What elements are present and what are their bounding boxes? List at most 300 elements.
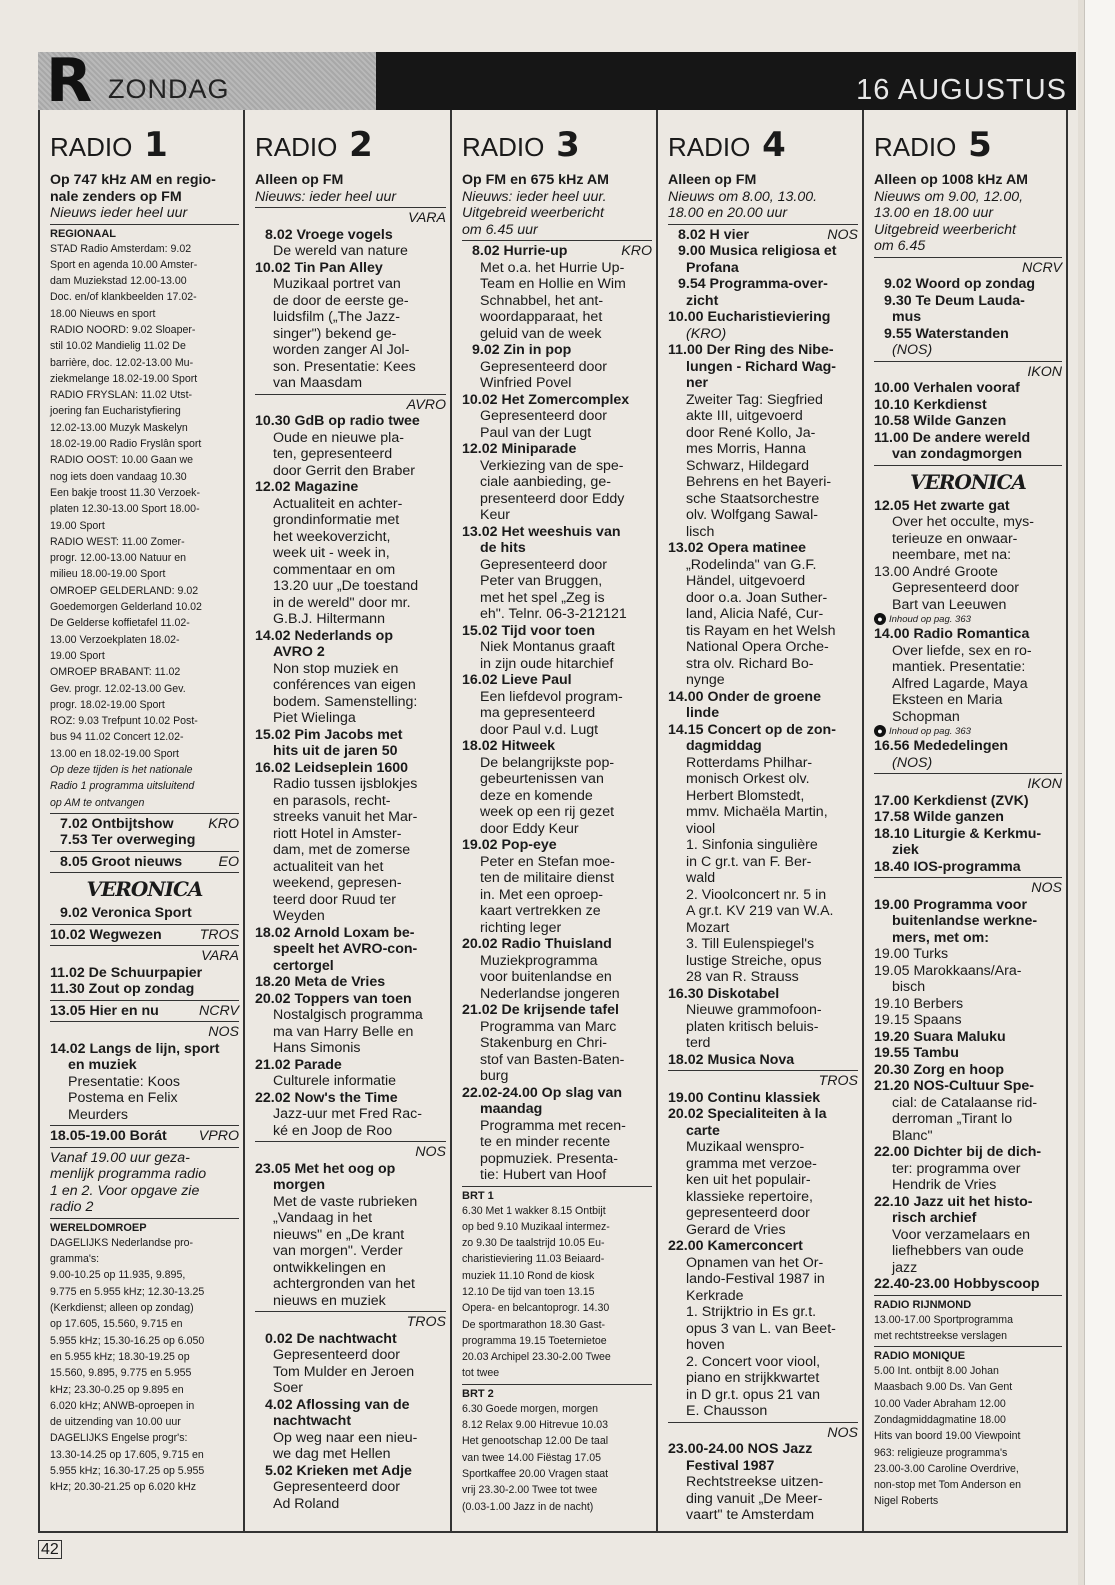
broadcaster: EO xyxy=(218,853,239,870)
listing-line: 2. Concert voor viool, xyxy=(686,1353,821,1370)
listing-line: Sportkaffee 20.00 Vragen staat xyxy=(462,1467,609,1480)
listing-line: 21.02 Parade xyxy=(255,1056,342,1073)
divider xyxy=(874,1295,1062,1296)
listing-line: Nostalgisch programma xyxy=(273,1007,423,1023)
listing-line: STAD Radio Amsterdam: 9.02 xyxy=(50,242,192,255)
station-number: 2 xyxy=(337,125,373,165)
listing-line: 1. Sinfonia singulière xyxy=(686,837,818,853)
divider xyxy=(50,1218,239,1219)
listing-line: 1. Strijktrio in Es gr.t. xyxy=(686,1304,817,1320)
listing-line: grondinformatie met xyxy=(273,512,400,528)
divider xyxy=(668,224,858,225)
listing-line: 22.02 Now's the Time xyxy=(255,1089,398,1106)
listing-line: singer") bekend ge- xyxy=(273,325,397,342)
station-label: RADIO xyxy=(668,132,751,162)
listing-line: Radio 1 programma uitsluitend xyxy=(50,780,195,793)
station-heading xyxy=(874,125,1062,165)
listing-line: 6.020 kHz; ANWB-oproepen in xyxy=(50,1399,195,1412)
listing-line: conférences van eigen xyxy=(273,677,416,693)
listing-line: 19.00 Programma voor xyxy=(874,896,1027,913)
listing-line: Profana xyxy=(686,259,739,276)
listing-line: cial: de Catalaanse rid- xyxy=(892,1094,1038,1111)
listing-line: presenteerd door Eddy xyxy=(480,490,625,507)
listing-line: nynge xyxy=(686,672,725,688)
listing-line: Meurders xyxy=(68,1106,128,1123)
listing-line: 18.40 IOS-programma xyxy=(874,858,1021,875)
listing-line: Een liefdevol program- xyxy=(480,688,623,705)
listing-line: luidsfilm („The Jazz- xyxy=(273,309,400,325)
listing-line: OMROEP BRABANT: 11.02 xyxy=(50,666,181,679)
radio-section-letter: R xyxy=(46,46,93,116)
listing-line: Niek Montanus graaft xyxy=(480,639,615,655)
listing-line: 2. Vioolconcert nr. 5 in xyxy=(686,886,827,903)
listing-line: Presentatie: Koos xyxy=(68,1073,180,1090)
column-separator xyxy=(656,110,658,1533)
listing-line: vaart" te Amsterdam xyxy=(686,1507,815,1523)
listing-line: Paul van der Lugt xyxy=(480,424,592,441)
listing-line: 22.00 Kamerconcert xyxy=(668,1238,803,1254)
listing-line: van Maasdam xyxy=(273,375,363,391)
listing-line: Hans Simonis xyxy=(273,1040,361,1056)
broadcaster: VARA xyxy=(408,210,446,226)
listing-line: nachtwacht xyxy=(273,1413,352,1429)
listing-line: 10.00 Eucharistieviering xyxy=(668,309,831,325)
listing-line: tot twee xyxy=(462,1367,500,1380)
divider xyxy=(874,877,1062,878)
listing-line: Radio tussen ijsblokjes xyxy=(273,776,418,792)
listing-line: Team en Hollie en Wim xyxy=(480,276,626,292)
listing-line: RADIO MONIQUE xyxy=(874,1350,966,1363)
listing-line: 3. Till Eulenspiegel's xyxy=(686,936,815,952)
listing-line: certorgel xyxy=(273,957,334,974)
teletext-note xyxy=(874,613,1062,626)
listing-line: piano en strijkkwartet xyxy=(686,1370,820,1386)
listing-line: 6.30 Met 1 wakker 8.15 Ontbijt xyxy=(462,1204,606,1217)
divider xyxy=(50,224,239,225)
listing-line: 1 en 2. Voor opgave zie xyxy=(50,1182,200,1199)
divider xyxy=(50,1000,239,1001)
station-number: 3 xyxy=(544,125,580,165)
divider xyxy=(255,1311,446,1312)
program-title: 8.02 Hurrie-up xyxy=(472,243,568,259)
listing-line: 6.30 Goede morgen, morgen xyxy=(462,1402,599,1415)
listing-line: Vanaf 19.00 uur geza- xyxy=(50,1149,190,1166)
listing-line: RADIO RIJNMOND xyxy=(874,1298,972,1311)
broadcaster: TROS xyxy=(818,1073,858,1089)
listing-line: ten de militaire dienst xyxy=(480,870,615,886)
listing-line: 14.00 Radio Romantica xyxy=(874,626,1030,642)
listing-line: Winfried Povel xyxy=(480,375,572,391)
listing-line: 9.775 en 5.955 kHz; 12.30-13.25 xyxy=(50,1285,205,1298)
listing-line: kHz; 20.30-21.25 op 6.020 kHz xyxy=(50,1481,197,1494)
station-label: RADIO xyxy=(874,132,957,162)
listing-line: radio 2 xyxy=(50,1199,94,1216)
listing-line: 15.02 Tijd voor toen xyxy=(462,622,595,639)
listing-line: 17.00 Kerkdienst (ZVK) xyxy=(874,792,1029,809)
program-title: 13.05 Hier en nu xyxy=(50,1002,159,1019)
listing-line: Non stop muziek en xyxy=(273,660,399,677)
program-line xyxy=(668,227,858,244)
listing-line: en parasols, recht- xyxy=(273,792,391,809)
listing-line: 14.15 Concert op de zon- xyxy=(668,721,836,738)
divider xyxy=(462,240,652,241)
listing-line: Soer xyxy=(273,1380,303,1396)
listing-line: 5.955 kHz; 16.30-17.25 op 5.955 xyxy=(50,1465,205,1478)
listing-line: 13.00 en 18.00 uur xyxy=(874,205,994,221)
listing-line: 20.02 Specialiteiten à la xyxy=(668,1106,827,1122)
listing-line: 21.02 De krijsende tafel xyxy=(462,1002,619,1018)
listing-line: nale zenders op FM xyxy=(50,188,182,205)
divider xyxy=(668,1070,858,1071)
listing-line: milieu 18.00-19.00 Sport xyxy=(50,568,166,581)
broadcaster: NOS xyxy=(827,226,858,243)
listing-line: Voor verzamelaars en xyxy=(892,1226,1031,1243)
listing-line: Bart van Leeuwen xyxy=(892,596,1007,613)
listing-line: sche Staatsorchestre xyxy=(686,490,820,507)
listing-line: Kerkrade xyxy=(686,1287,744,1304)
note-text: Inhoud op pag. 363 xyxy=(889,726,971,737)
listing-line: Tom Mulder en Jeroen xyxy=(273,1363,415,1380)
listing-line: Opnamen van het Or- xyxy=(686,1254,824,1271)
listing-line: 12.02 Miniparade xyxy=(462,441,577,457)
listing-line: gramma met verzoe- xyxy=(686,1155,817,1172)
listing-line: actualiteit van het xyxy=(273,858,384,875)
listing-line: kHz; 23.30-0.25 op 9.895 en xyxy=(50,1383,184,1396)
listing-line: 19.00 Continu klassiek xyxy=(668,1089,821,1106)
listing-line: commentaar en om xyxy=(273,561,396,578)
listing-line: olv. Wolfgang Sawal- xyxy=(686,507,818,523)
listing-line: gepresenteerd door xyxy=(686,1205,810,1221)
listing-line: Nieuws ieder heel uur xyxy=(50,205,188,221)
listing-line: Gepresenteerd door xyxy=(480,556,607,573)
listing-line: en 5.955 kHz; 18.30-19.25 op xyxy=(50,1350,190,1363)
broadcaster: AVRO xyxy=(406,396,446,413)
listing-line: tie: Hubert van Hoof xyxy=(480,1167,607,1183)
listing-line: akte III, uitgevoerd xyxy=(686,408,803,424)
listing-line: streeks vanuit het Mar- xyxy=(273,809,418,825)
listing-line: Alleen op FM xyxy=(255,172,344,188)
listing-line: 20.02 Toppers van toen xyxy=(255,990,412,1007)
day-title: ZONDAG xyxy=(108,74,230,104)
listing-line: Nederlandse jongeren xyxy=(480,985,620,1002)
listing-line: linde xyxy=(686,705,720,721)
listing-line: terd xyxy=(686,1035,711,1051)
listing-line: (KRO) xyxy=(686,325,727,342)
listing-line: door o.a. Joan Suther- xyxy=(686,589,828,606)
listing-line: AVRO 2 xyxy=(273,644,325,660)
listing-line: Opera- en belcantoprogr. 14.30 xyxy=(462,1302,610,1315)
listing-line: 13.00 en 18.02-19.00 Sport xyxy=(50,747,179,760)
listing-line: 8.12 Relax 9.00 Hitrevue 10.03 xyxy=(462,1419,609,1432)
listing-line: met rechtstreekse verslagen xyxy=(874,1329,1008,1342)
listing-line: Op deze tijden is het nationale xyxy=(50,764,193,776)
listing-line: Alfred Lagarde, Maya xyxy=(892,675,1028,692)
listing-line: Hendrik de Vries xyxy=(892,1177,997,1193)
listing-line: nog iets doen vandaag 10.30 xyxy=(50,470,187,483)
listing-line: RADIO WEST: 11.00 Zomer- xyxy=(50,535,185,548)
listing-line: Gepresenteerd door xyxy=(480,358,607,375)
listing-line: DAGELIJKS Nederlandse pro- xyxy=(50,1236,194,1249)
listing-line: 14.00 Onder de groene xyxy=(668,688,821,705)
listing-line: 9.54 Programma-over- xyxy=(678,276,828,292)
listing-line: bus 94 11.02 Concert 12.02- xyxy=(50,731,184,744)
listing-line: Uitgebreid weerbericht xyxy=(462,205,604,221)
listing-line: Met o.a. het Hurrie Up- xyxy=(480,259,625,276)
listing-line: op AM te ontvangen xyxy=(50,796,145,809)
listing-line: nieuws" en „De krant xyxy=(273,1226,405,1243)
listing-line: 19.20 Suara Maluku xyxy=(874,1028,1006,1045)
program-title: 8.02 H vier xyxy=(678,226,749,243)
next-page-edge xyxy=(1084,0,1115,1585)
station-heading xyxy=(50,125,239,165)
listing-line: 16.02 Leidseplein 1600 xyxy=(255,759,409,776)
listing-line: in zijn oude hitarchief xyxy=(480,655,614,672)
listing-line: worden zanger Al Jol- xyxy=(273,342,410,358)
listing-line: 15.02 Pim Jacobs met xyxy=(255,726,403,743)
listing-line: joering fan Eucharistyfiering xyxy=(50,405,181,418)
listing-line: Op 747 kHz AM en regio- xyxy=(50,172,216,188)
listing-line: 23.00-3.00 Caroline Overdrive, xyxy=(874,1462,1019,1475)
listing-line: Festival 1987 xyxy=(686,1457,775,1474)
listing-line: Programma van Marc xyxy=(480,1018,617,1035)
listing-line: mus xyxy=(892,309,922,325)
listing-line: Nieuws om 8.00, 13.00. xyxy=(668,188,818,205)
listing-line: Schopman xyxy=(892,708,960,725)
listing-line: Postema en Felix xyxy=(68,1090,178,1107)
listing-line: lando-Festival 1987 in xyxy=(686,1271,825,1287)
listing-line: ten, gepresenteerd xyxy=(273,446,393,462)
column-separator xyxy=(862,110,864,1533)
listing-line: ken uit het populair- xyxy=(686,1172,811,1188)
listing-line: 9.30 Te Deum Lauda- xyxy=(884,292,1025,309)
listing-line: platen kritisch beluis- xyxy=(686,1018,819,1035)
listing-line: hits uit de jaren 50 xyxy=(273,743,398,759)
divider xyxy=(50,1147,239,1148)
listing-line: Nieuws: ieder heel uur. xyxy=(462,188,607,205)
divider xyxy=(50,945,239,946)
station-heading xyxy=(255,125,446,165)
listing-line: voor buitenlandse en xyxy=(480,969,612,985)
listing-line: Händel, uitgevoerd xyxy=(686,573,806,589)
listing-line: Op FM en 675 kHz AM xyxy=(462,172,609,188)
program-title: 8.05 Groot nieuws xyxy=(60,853,183,870)
listing-line: ROZ: 9.03 Trefpunt 10.02 Post- xyxy=(50,715,198,728)
listing-line: Actualiteit en achter- xyxy=(273,495,403,512)
listing-line: 18.02 Hitweek xyxy=(462,738,556,754)
divider xyxy=(462,1186,652,1187)
listing-line: Mozart xyxy=(686,919,730,936)
listing-line: ding vanuit „De Meer- xyxy=(686,1490,823,1507)
listing-line: 18.20 Meta de Vries xyxy=(255,974,386,990)
listing-line: 19.00 Sport xyxy=(50,519,105,532)
teletext-note xyxy=(874,725,1062,738)
listing-line: bodem. Samenstelling: xyxy=(273,693,418,710)
listing-line: Het genootschap 12.00 De taal xyxy=(462,1435,609,1448)
listing-line: 4.02 Aflossing van de xyxy=(265,1396,410,1413)
listing-line: 18.00 Nieuws en sport xyxy=(50,307,156,320)
divider xyxy=(50,1125,239,1126)
program-line xyxy=(50,1128,239,1145)
listing-line: Piet Wielinga xyxy=(273,710,356,726)
listing-line: Muziekprogramma xyxy=(480,952,598,969)
listing-line: 18.02 Arnold Loxam be- xyxy=(255,924,415,941)
divider xyxy=(255,1141,446,1142)
listing-line: op bed 9.10 Muzikaal intermez- xyxy=(462,1220,610,1233)
listing-line: 15.560, 9.895, 9.775 en 5.955 xyxy=(50,1367,192,1380)
listing-line: risch archief xyxy=(892,1210,977,1226)
listing-line: 22.10 Jazz uit het histo- xyxy=(874,1193,1033,1210)
listing-line: lustige Streiche, opus xyxy=(686,952,822,969)
listing-line: mers, met om: xyxy=(892,929,989,946)
broadcaster: NOS xyxy=(1031,880,1062,896)
listing-line: bisch xyxy=(892,979,926,995)
program-line xyxy=(50,854,239,871)
listing-line: 19.05 Marokkaans/Ara- xyxy=(874,962,1022,979)
listing-line: menlijk programma radio xyxy=(50,1166,207,1183)
listing-line: gebeurtenissen van xyxy=(480,771,604,787)
listing-line: Gev. progr. 12.02-13.00 Gev. xyxy=(50,682,186,695)
listing-line: Maasbach 9.00 Ds. Van Gent xyxy=(874,1381,1013,1394)
listing-line: Eksteen en Maria xyxy=(892,692,1003,708)
listing-line: 13.00-17.00 Sportprogramma xyxy=(874,1313,1013,1326)
listing-line: 16.02 Lieve Paul xyxy=(462,672,572,688)
listing-line: met het spel „Zeg is xyxy=(480,589,605,606)
radio-5-column xyxy=(864,110,1066,1533)
listing-line: National Opera Orche- xyxy=(686,639,829,655)
listing-line: ma gepresenteerd xyxy=(480,705,596,721)
listing-line: Rechtstreekse uitzen- xyxy=(686,1474,824,1490)
veronica-logo: VERONICA xyxy=(910,469,1026,494)
listing-line: Muzikaal wenspro- xyxy=(686,1139,805,1155)
listing-line: Blanc" xyxy=(892,1127,933,1144)
listing-line: 13.02 Het weeshuis van xyxy=(462,523,621,540)
listing-line: 18.00 en 20.00 uur xyxy=(668,205,788,221)
date-title: 16 AUGUSTUS xyxy=(856,74,1067,106)
listing-line: weekend, gepresen- xyxy=(273,875,402,891)
listing-line: dam Muziekstad 12.00-13.00 xyxy=(50,275,187,288)
listing-line: 12.02 Magazine xyxy=(255,479,359,495)
listing-line: progr. 12.00-13.00 Natuur en xyxy=(50,552,187,565)
listing-line: geluid van de week xyxy=(480,325,602,342)
listing-line: charistieviering 11.03 Beiaard- xyxy=(462,1253,605,1266)
listing-line: 16.30 Diskotabel xyxy=(668,985,780,1002)
listing-line: Stakenburg en Chri- xyxy=(480,1035,607,1051)
program-title: 18.05-19.00 Borát xyxy=(50,1128,167,1145)
listing-line: terieuze en onwaar- xyxy=(892,530,1018,547)
broadcaster: VPRO xyxy=(198,1128,239,1145)
listing-line: om 6.45 uur xyxy=(462,221,538,238)
listing-line: in de wereld" door mr. xyxy=(273,594,411,611)
listing-line: 10.58 Wilde Ganzen xyxy=(874,413,1007,429)
listing-line: 9.00 Musica religiosa et xyxy=(678,243,837,259)
listing-line: ziek xyxy=(892,842,919,858)
listing-line: 21.20 NOS-Cultuur Spe- xyxy=(874,1078,1035,1094)
divider xyxy=(874,257,1062,258)
listing-line: Op weg naar een nieu- xyxy=(273,1429,418,1446)
listing-line: in C gr.t. van F. Ber- xyxy=(686,853,812,870)
teletext-icon: ● xyxy=(874,613,886,625)
listing-line: 14.02 Nederlands op xyxy=(255,627,393,644)
listing-line: carte xyxy=(686,1122,720,1139)
listing-line: (Kerkdienst; alleen op zondag) xyxy=(50,1302,194,1315)
listing-line: we dag met Hellen xyxy=(273,1446,391,1462)
listing-line: speelt het AVRO-con- xyxy=(273,941,418,957)
listing-line: 18.02-19.00 Radio Fryslân sport xyxy=(50,438,202,451)
listing-line: ciale aanbieding, ge- xyxy=(480,474,611,490)
listing-line: gramma's: xyxy=(50,1253,100,1266)
listing-line: opus 3 van L. van Beet- xyxy=(686,1320,836,1337)
listing-line: 10.10 Kerkdienst xyxy=(874,396,987,413)
listing-line: 23.00-24.00 NOS Jazz xyxy=(668,1441,813,1457)
listing-line: eh". Telnr. 06-3-212121 xyxy=(480,606,627,622)
broadcaster: IKON xyxy=(1027,776,1062,792)
listing-line: 19.10 Berbers xyxy=(874,995,964,1012)
listing-line: DAGELIJKS Engelse progr's: xyxy=(50,1432,188,1445)
listing-line: het weekoverzicht, xyxy=(273,528,391,545)
listing-line: A gr.t. KV 219 van W.A. xyxy=(686,903,834,919)
radio-3-column xyxy=(452,110,656,1533)
listing-line: 10.00 Verhalen vooraf xyxy=(874,380,1020,396)
listing-line: achtergronden van het xyxy=(273,1276,415,1292)
listing-line: vrij 23.30-2.00 Twee tot twee xyxy=(462,1484,598,1497)
listing-line: 11.00 Der Ring des Nibe- xyxy=(668,342,834,358)
listing-line: Nigel Roberts xyxy=(874,1495,939,1508)
listing-line: op 17.605, 15.560, 9.715 en xyxy=(50,1318,183,1331)
listing-line: RADIO NOORD: 9.02 Sloaper- xyxy=(50,323,196,336)
listing-line: WERELDOMROEP xyxy=(50,1221,147,1234)
listing-line: Nieuws om 9.00, 12.00, xyxy=(874,188,1024,205)
teletext-icon: ● xyxy=(874,725,886,737)
listing-line: 9.00-10.25 op 11.935, 9.895, xyxy=(50,1269,186,1282)
listing-line: Met de vaste rubrieken xyxy=(273,1193,418,1210)
listing-line: 13.02 Opera matinee xyxy=(668,540,807,556)
listing-line: E. Chausson xyxy=(686,1403,768,1419)
listing-line: RADIO FRYSLAN: 11.02 Utst- xyxy=(50,389,193,402)
listing-line: deze en komende xyxy=(480,787,593,804)
listing-line: hoven xyxy=(686,1337,725,1353)
station-number: 1 xyxy=(132,125,168,165)
listing-line: ma van Harry Belle en xyxy=(273,1023,414,1040)
listing-line: 12.10 De tijd van toen 13.15 xyxy=(462,1285,595,1298)
listing-line: Culturele informatie xyxy=(273,1073,397,1089)
broadcaster: NCRV xyxy=(199,1002,239,1019)
listing-line: BRT 2 xyxy=(462,1387,494,1400)
listing-line: 18.02 Musica Nova xyxy=(668,1051,795,1068)
listing-line: Gepresenteerd door xyxy=(273,1347,400,1363)
listing-line: Alleen op FM xyxy=(668,172,757,188)
listing-line: „Rodelinda" van G.F. xyxy=(686,556,817,573)
broadcaster: KRO xyxy=(621,243,652,259)
listing-line: ontwikkelingen en xyxy=(273,1259,386,1276)
listing-line: Ad Roland xyxy=(273,1495,340,1512)
listing-line: 12.02-13.00 Muzyk Maskelyn xyxy=(50,421,188,434)
listing-line: Weyden xyxy=(273,908,325,924)
radio-2-column xyxy=(245,110,450,1533)
listing-line: week op een rij gezet xyxy=(480,804,615,820)
listing-line: Muzikaal portret van xyxy=(273,276,401,292)
listing-line: Verkiezing van de spe- xyxy=(480,457,624,474)
listing-line: 14.02 Langs de lijn, sport xyxy=(50,1040,220,1057)
listing-line: teerd door Ruud ter xyxy=(273,891,397,908)
listing-line: lungen - Richard Wag- xyxy=(686,358,837,375)
listing-line: 16.56 Mededelingen xyxy=(874,738,1009,754)
listing-line: van morgen". Verder xyxy=(273,1243,403,1259)
divider xyxy=(50,813,239,814)
listing-line: Oude en nieuwe pla- xyxy=(273,429,404,446)
listing-line: 9.02 Zin in pop xyxy=(472,342,572,358)
listing-line: Jazz-uur met Fred Rac- xyxy=(273,1106,423,1122)
divider xyxy=(50,924,239,925)
